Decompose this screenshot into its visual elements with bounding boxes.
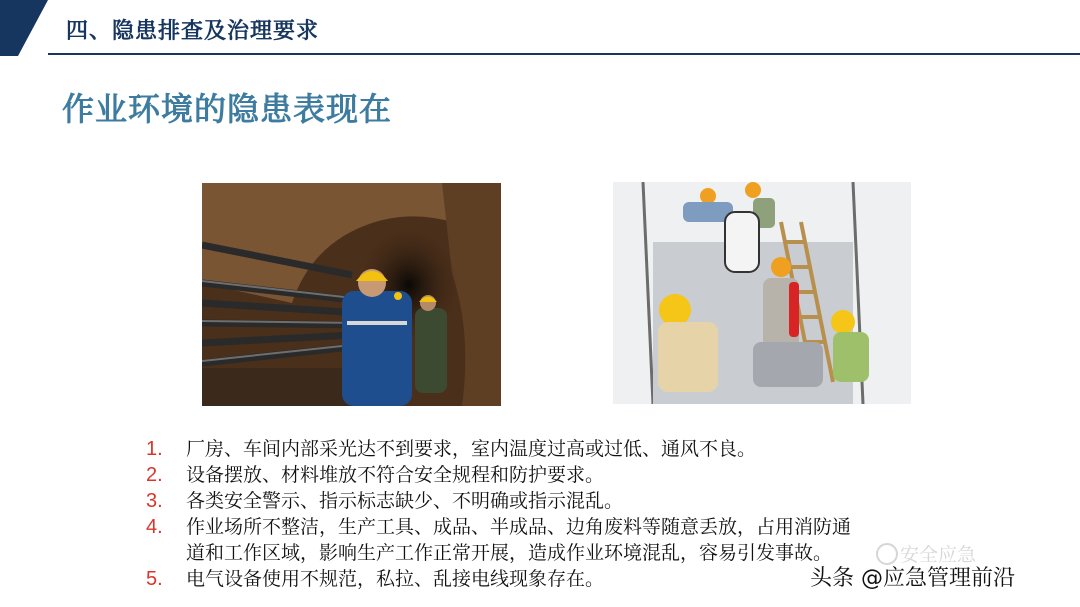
watermark-brand: 安全应急	[900, 544, 977, 566]
list-text: 电气设备使用不规范，私拉、乱接电线现象存在。	[186, 568, 605, 590]
header-corner-accent	[0, 0, 48, 56]
list-number: 4.	[146, 516, 163, 538]
tunnel-scene-illustration	[202, 183, 501, 406]
list-item	[146, 436, 866, 462]
list-number: 1.	[146, 438, 163, 460]
accident-cartoon	[613, 182, 911, 404]
list-text: 作业场所不整洁，生产工具、成品、半成品、边角废料等随意丢放，占用消防通道和工作区域，影响生产工作正常开展，造成作业环境混乱，容易引发事故。	[186, 516, 852, 564]
list-number: 2.	[146, 464, 163, 486]
list-item	[146, 514, 866, 566]
list-item	[146, 488, 866, 514]
source-watermark: 头条 @应急管理前沿	[810, 566, 1015, 591]
header-divider	[48, 53, 1080, 55]
section-title: 四、隐患排查及治理要求	[66, 19, 320, 44]
hazard-list	[146, 436, 866, 592]
list-number: 5.	[146, 568, 163, 590]
list-text: 各类安全警示、指示标志缺少、不明确或指示混乱。	[186, 490, 624, 512]
list-text: 设备摆放、材料堆放不符合安全规程和防护要求。	[186, 464, 605, 486]
list-item	[146, 462, 866, 488]
slide-title: 作业环境的隐患表现在	[62, 90, 393, 128]
list-text: 厂房、车间内部采光达不到要求，室内温度过高或过低、通风不良。	[186, 438, 757, 460]
confined-space-accident-illustration	[613, 182, 911, 404]
list-item	[146, 566, 866, 592]
list-number: 3.	[146, 490, 163, 512]
tunnel-workers-photo	[202, 183, 501, 406]
